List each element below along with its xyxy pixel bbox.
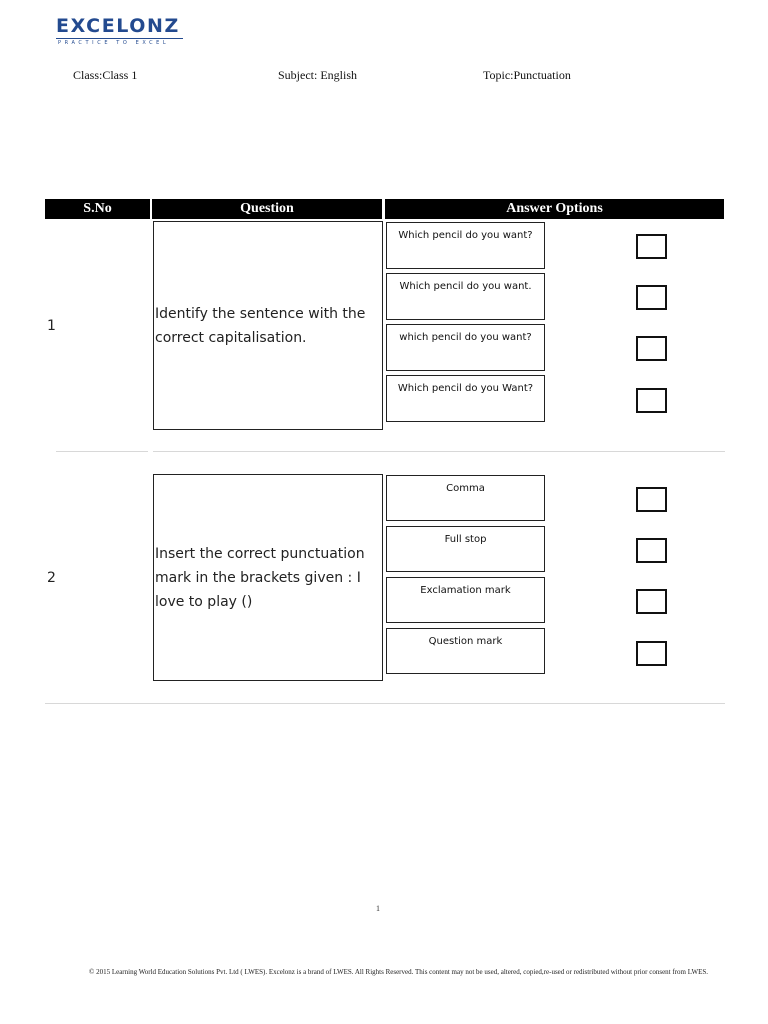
- question-1-box: [153, 221, 383, 430]
- question-1-option-1: Which pencil do you want?: [386, 222, 545, 269]
- excelonz-logo: [56, 16, 186, 46]
- logo-underline: [56, 38, 183, 39]
- question-2-option-4-checkbox[interactable]: [636, 641, 667, 666]
- question-2-option-4: Question mark: [386, 628, 545, 674]
- question-1-option-1-checkbox[interactable]: [636, 234, 667, 259]
- question-1-text: Identify the sentence with the correct capitalisation.: [155, 305, 366, 346]
- table-bottom-divider: [45, 703, 725, 704]
- question-1-option-4-checkbox[interactable]: [636, 388, 667, 413]
- logo-text: EXCELONZ: [56, 15, 180, 37]
- column-header-question: Question: [152, 199, 382, 219]
- row-divider: [56, 451, 148, 452]
- question-2-number: 2: [47, 570, 56, 586]
- question-2-option-2: Full stop: [386, 526, 545, 572]
- question-2-option-3: Exclamation mark: [386, 577, 545, 623]
- question-1-option-4: Which pencil do you Want?: [386, 375, 545, 422]
- question-1-option-2: Which pencil do you want.: [386, 273, 545, 320]
- copyright-footer: © 2015 Learning World Education Solutions Pvt. Ltd ( LWES). Excelonz is a brand of LWES. All Rights Reserved. This content may not be used, altered, copied,re-used or redistributed without prior consent from LWES.: [89, 968, 709, 976]
- question-1-option-2-checkbox[interactable]: [636, 285, 667, 310]
- question-2-text: Insert the correct punctuation mark in the brackets given : I love to play (): [155, 545, 365, 610]
- question-1-number: 1: [47, 318, 56, 334]
- question-2-option-1: Comma: [386, 475, 545, 521]
- column-header-sno: S.No: [45, 199, 150, 219]
- column-header-answer-options: Answer Options: [385, 199, 724, 219]
- logo-tagline: PRACTICE TO EXCEL: [58, 40, 170, 46]
- question-2-option-3-checkbox[interactable]: [636, 589, 667, 614]
- subject-label: Subject: English: [278, 68, 357, 82]
- question-2-option-2-checkbox[interactable]: [636, 538, 667, 563]
- question-1-option-3: which pencil do you want?: [386, 324, 545, 371]
- row-divider: [153, 451, 725, 452]
- topic-label: Topic:Punctuation: [483, 68, 571, 82]
- question-1-option-3-checkbox[interactable]: [636, 336, 667, 361]
- class-label: Class:Class 1: [73, 68, 138, 82]
- question-2-box: [153, 474, 383, 681]
- question-2-option-1-checkbox[interactable]: [636, 487, 667, 512]
- page-number: 1: [376, 904, 380, 913]
